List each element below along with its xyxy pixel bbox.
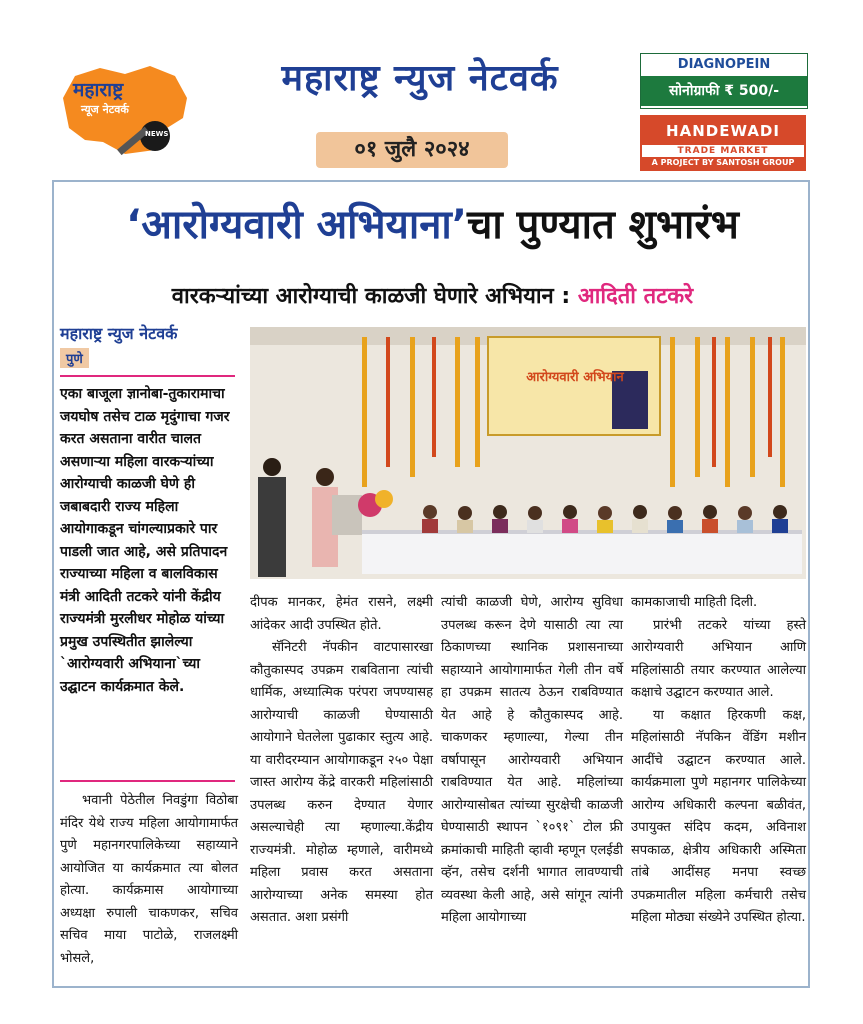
issue-date: ०१ जुलै २०२४ <box>316 132 508 168</box>
column-2-paragraph-a: दीपक मानकर, हेमंत रासने, लक्ष्मी आंदेकर आदी उपस्थित होते. <box>250 595 433 633</box>
column-4-paragraph-b: प्रारंभी तटकरे यांच्या हस्ते आरोग्यवारी अभियान आणि महिलांसाठी तयार करण्यात आलेल्या कक्षाचे उद्घाटन करण्यात आले. <box>631 617 806 700</box>
event-photo <box>250 327 806 579</box>
byline: महाराष्ट्र न्युज नेटवर्क <box>60 324 178 343</box>
article-column-4 <box>631 592 806 930</box>
subheadline-name: आदिती तटकरे <box>577 284 694 309</box>
event-photo-illustration <box>250 327 806 579</box>
logo-title: महाराष्ट्र <box>73 79 124 101</box>
handewadi-title: HANDEWADI <box>642 117 804 145</box>
byline-box <box>60 322 235 368</box>
column-4-paragraph-a: कामकाजाची माहिती दिली. <box>631 595 758 610</box>
handewadi-tagline: A PROJECT BY SANTOSH GROUP <box>642 157 804 169</box>
article-column-2 <box>250 592 433 930</box>
article-column-1 <box>60 790 238 970</box>
logo-subtitle: न्यूज नेटवर्क <box>81 103 129 116</box>
divider <box>60 780 235 782</box>
masthead-logo <box>55 58 195 158</box>
diagnopein-ad[interactable] <box>640 53 808 109</box>
divider <box>60 375 235 377</box>
masthead-title: महाराष्ट्र न्युज नेटवर्क <box>281 58 559 99</box>
subheadline-text: वारकऱ्यांच्या आरोग्याची काळजी घेणारे अभियान : <box>171 284 571 309</box>
handewadi-ad[interactable] <box>640 115 806 171</box>
logo-mic-label: NEWS <box>145 130 169 138</box>
column-4-paragraph-c: या कक्षात हिरकणी कक्ष, महिलांसाठी नॅपकिन वेंडिंग मशीन आदींचे उद्घाटन करण्यात आले. कार्यक्रमाला पुणे महानगर पालिकेच्या आरोग्य अधिकारी कल्पना बळीवंत, उपायुक्त संदिप कदम, अविनाश सपकाळ, क्षेत्रीय अधिकारी अस्मिता तांबे आदींसह मनपा स्वच्छ उपक्रमातील महिला कर्मचारी तसेच महिला मोठ्या संख्येने उपस्थित होत्या. <box>631 707 806 925</box>
column-2-paragraph-b: सॅनिटरी नॅपकीन वाटपासारखा कौतुकास्पद उपक्रम राबविताना त्यांची धार्मिक, अध्यात्मिक परंपरा जपण्यासह आरोग्याची काळजी घेण्यासाठी आयोगाने घेतलेला पुढाकार स्तुत्य आहे. या वारीदरम्यान आयोगाकडून २५० पेक्षा जास्त आरोग्य केंद्रे वारकरी महिलांसाठी उपलब्ध करुन देण्यात येणार असल्याचेही त्या म्हणाल्या.केंद्रीय राज्यमंत्री. मोहोळ म्हणाले, वारीमध्ये महिला प्रवास करत असताना आरोग्याच्या अनेक समस्या होत असतात. अशा प्रसंगी <box>250 640 433 925</box>
dateline-place: पुणे <box>60 348 89 368</box>
article-column-3 <box>441 592 623 930</box>
lead-paragraph: एका बाजूला ज्ञानोबा-तुकारामाचा जयघोष तसेच टाळ मृदुंगाचा गजर करत असताना वारीत चालत असणाऱ्या महिला वारकऱ्यांच्या आरोग्याची काळजी घेणे ही जबाबदारी राज्य महिला आयोगाकडून चांगल्याप्रकारे पार पाडली जात आहे, असे प्रतिपादन राज्याच्या महिला व बालविकास मंत्री आदिती तटकरे यांनी केंद्रीय राज्यमंत्री मुरलीधर मोहोळ यांच्या प्रमुख उपस्थितीत झालेल्या `आरोग्यवारी अभियाना`च्या उद्घाटन कार्यक्रमात केले. <box>60 386 230 695</box>
headline <box>60 195 805 250</box>
column-3-paragraph: त्यांची काळजी घेणे, आरोग्य सुविधा उपलब्ध करून देणे यासाठी त्या त्या ठिकाणच्या स्थानिक प्रशासनाच्या सहाय्याने आयोगामार्फत गेली तीन वर्षे हा उपक्रम सातत्य ठेऊन राबविण्यात येत आहे हे कौतुकास्पद आहे. चाकणकर म्हणाल्या, गेल्या तीन वर्षापासून आरोग्यवारी अभियान राबविण्यात येत आहे. महिलांच्या आरोग्यासोबत त्यांच्या सुरक्षेची काळजी घेण्यासाठी स्थापन `१०९१` टोल फ्री क्रमांकाची माहिती व्हावी म्हणून एलईडी व्हॅन, तसेच दर्शनी भागात लावण्याची व्यवस्था केली आहे, असे सांगून त्यांनी महिला आयोगाच्या <box>441 595 623 925</box>
diagnopein-brand: DIAGNOPEIN <box>677 57 771 72</box>
subheadline <box>60 280 805 310</box>
headline-rest: चा पुण्यात शुभारंभ <box>466 202 739 248</box>
diagnopein-offer: सोनोग्राफी ₹ 500/- <box>641 76 807 106</box>
headline-quote: ‘आरोग्यवारी अभियाना’ <box>126 202 467 248</box>
handewadi-subtitle: TRADE MARKET <box>677 146 769 156</box>
column-1-paragraph: भवानी पेठेतील निवडुंगा विठोबा मंदिर येथे राज्य महिला आयोगामार्फत पुणे महानगरपालिकेच्या सहाय्याने आयोजित या कार्यक्रमात त्या बोलत होत्या. कार्यक्रमास आयोगाच्या अध्यक्षा रुपाली चाकणकर, सचिव सचिव माया पाटोळे, राजलक्ष्मी भोसले, <box>60 793 238 966</box>
photo-banner-title: आरोग्यवारी अभियान <box>526 370 624 385</box>
